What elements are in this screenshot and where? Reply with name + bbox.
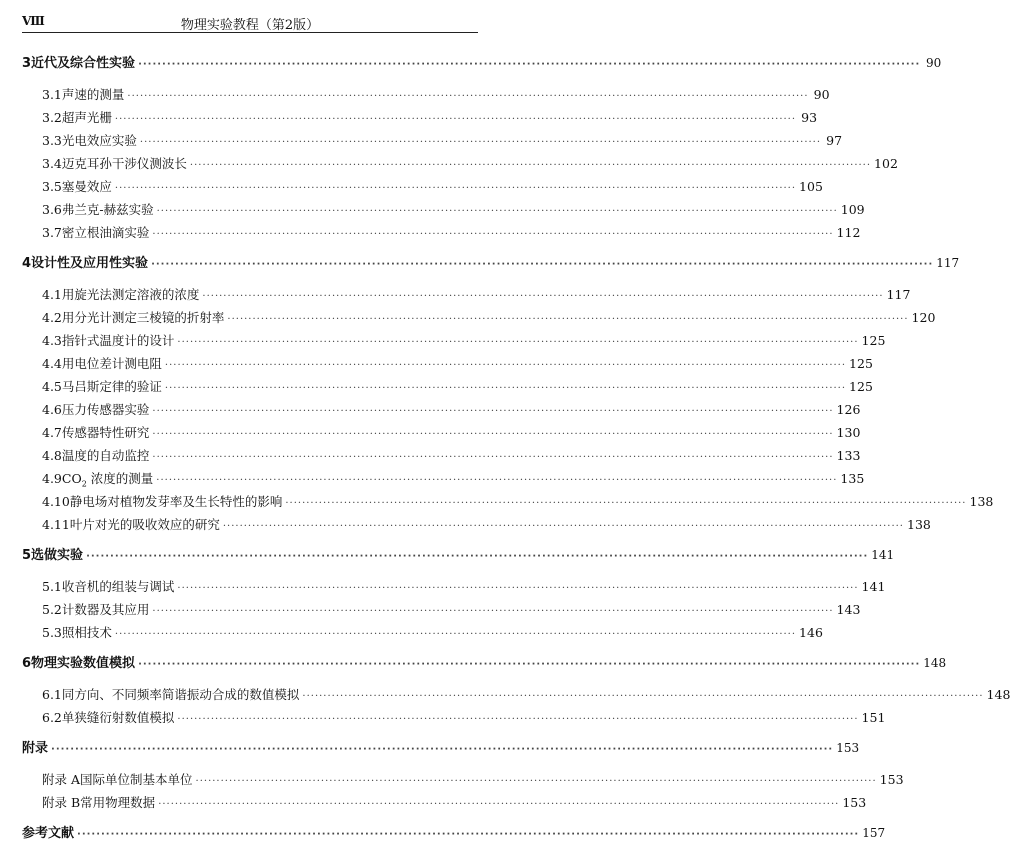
book-title: 物理实验教程（第2版） bbox=[180, 18, 320, 33]
toc-section-4-1[interactable] bbox=[22, 283, 911, 306]
page-ref: 135 bbox=[840, 471, 865, 486]
toc-section-4-6[interactable] bbox=[22, 398, 861, 421]
section-number: 6.1 bbox=[42, 687, 62, 702]
section-number: 4.10 bbox=[42, 494, 70, 509]
section-number: 5.2 bbox=[42, 602, 62, 617]
toc-section-4-2[interactable] bbox=[22, 306, 936, 329]
section-title: 弗兰克-赫兹实验 bbox=[61, 202, 154, 217]
page-ref: 151 bbox=[861, 710, 886, 725]
section-number: 3.3 bbox=[42, 133, 62, 148]
section-number: 3.6 bbox=[42, 202, 62, 217]
section-title: 单狭缝衍射数值模拟 bbox=[61, 710, 175, 725]
page-ref: 141 bbox=[861, 579, 886, 594]
toc-section-5-3[interactable] bbox=[22, 621, 823, 644]
dot-leader bbox=[115, 623, 796, 646]
dot-leader bbox=[127, 85, 808, 108]
toc-appendix[interactable] bbox=[22, 737, 860, 760]
toc-section-3-1[interactable] bbox=[22, 83, 830, 106]
page-ref: 153 bbox=[842, 795, 867, 810]
section-number: 4.4 bbox=[42, 356, 62, 371]
section-title: 温度的自动监控 bbox=[61, 448, 150, 463]
section-number: 3.1 bbox=[42, 87, 62, 102]
page-ref: 141 bbox=[871, 548, 895, 562]
toc-section-4-9[interactable] bbox=[22, 467, 865, 490]
dot-leader bbox=[152, 446, 833, 469]
section-number: 4.6 bbox=[42, 402, 62, 417]
section-title: 马吕斯定律的验证 bbox=[61, 379, 162, 394]
toc-chapter-4[interactable] bbox=[22, 252, 960, 275]
page-ref: 148 bbox=[923, 656, 947, 670]
section-number: 3.2 bbox=[42, 110, 62, 125]
dot-leader bbox=[156, 469, 837, 492]
dot-leader bbox=[115, 177, 796, 200]
section-title: 用电位差计测电阻 bbox=[61, 356, 162, 371]
toc-chapter-6[interactable] bbox=[22, 652, 947, 675]
toc-section-4-10[interactable] bbox=[22, 490, 994, 513]
page-ref: 109 bbox=[840, 202, 865, 217]
toc-section-6-2[interactable] bbox=[22, 706, 886, 729]
dot-leader bbox=[177, 708, 858, 731]
toc-section-3-4[interactable] bbox=[22, 152, 898, 175]
co2-subscript: 2 bbox=[81, 479, 87, 489]
dot-leader bbox=[140, 131, 821, 154]
page-ref: 112 bbox=[836, 225, 861, 240]
section-title: 塞曼效应 bbox=[61, 179, 112, 194]
section-title: 传感器特性研究 bbox=[61, 425, 150, 440]
toc-section-4-7[interactable] bbox=[22, 421, 861, 444]
toc-section-3-7[interactable] bbox=[22, 221, 861, 244]
section-number: 3.5 bbox=[42, 179, 62, 194]
toc-section-4-8[interactable] bbox=[22, 444, 861, 467]
appendix-number: 附录 A bbox=[42, 772, 81, 787]
section-title: 同方向、不同频率简谐振动合成的数值模拟 bbox=[61, 687, 300, 702]
section-number: 5.3 bbox=[42, 625, 62, 640]
toc-chapter-3[interactable] bbox=[22, 52, 942, 75]
dot-leader bbox=[152, 400, 833, 423]
dot-leader bbox=[177, 577, 858, 600]
dot-leader bbox=[152, 223, 833, 246]
section-number: 4.3 bbox=[42, 333, 62, 348]
section-title: 静电场对植物发芽率及生长特性的影响 bbox=[69, 494, 283, 509]
section-number: 4.8 bbox=[42, 448, 62, 463]
section-title: 用分光计测定三棱镜的折射率 bbox=[61, 310, 225, 325]
page-number: Ⅷ bbox=[22, 14, 45, 28]
section-number: 3.4 bbox=[42, 156, 62, 171]
dot-leader bbox=[158, 793, 839, 816]
appendix-title: 附录 bbox=[22, 741, 49, 756]
dot-leader bbox=[152, 600, 833, 623]
chapter-number: 5 bbox=[22, 548, 32, 563]
page-ref: 143 bbox=[836, 602, 861, 617]
section-number: 4.2 bbox=[42, 310, 62, 325]
dot-leader bbox=[77, 823, 859, 846]
page-header bbox=[22, 12, 478, 34]
toc-section-5-2[interactable] bbox=[22, 598, 861, 621]
page-ref: 105 bbox=[799, 179, 823, 194]
toc-section-3-6[interactable] bbox=[22, 198, 865, 221]
chapter-number: 6 bbox=[22, 656, 32, 671]
toc-appendix-a[interactable] bbox=[22, 768, 904, 791]
section-title: 光电效应实验 bbox=[61, 133, 137, 148]
header-rule bbox=[22, 32, 478, 33]
page-ref: 138 bbox=[907, 517, 931, 532]
page-ref: 148 bbox=[986, 687, 1010, 702]
page-ref: 117 bbox=[886, 287, 911, 302]
toc-section-3-5[interactable] bbox=[22, 175, 823, 198]
dot-leader bbox=[86, 545, 868, 568]
section-title: 密立根油滴实验 bbox=[61, 225, 150, 240]
dot-leader bbox=[285, 492, 966, 515]
section-title: 超声光栅 bbox=[61, 110, 112, 125]
page-ref: 90 bbox=[926, 56, 942, 70]
page-ref: 153 bbox=[879, 772, 904, 787]
section-number: 4.11 bbox=[42, 517, 70, 532]
page-ref: 120 bbox=[911, 310, 936, 325]
page-ref: 146 bbox=[799, 625, 823, 640]
toc-appendix-b[interactable] bbox=[22, 791, 867, 814]
section-title: 声速的测量 bbox=[61, 87, 125, 102]
page-ref: 133 bbox=[836, 448, 861, 463]
chapter-number: 3 bbox=[22, 56, 32, 71]
section-title: 迈克耳孙干涉仪测波长 bbox=[61, 156, 187, 171]
section-number: 4.7 bbox=[42, 425, 62, 440]
toc-section-3-3[interactable] bbox=[22, 129, 843, 152]
section-title: 压力传感器实验 bbox=[61, 402, 150, 417]
dot-leader bbox=[202, 285, 883, 308]
section-number: 4.9 bbox=[42, 471, 62, 486]
section-number: 5.1 bbox=[42, 579, 62, 594]
dot-leader bbox=[223, 515, 904, 538]
dot-leader bbox=[151, 253, 933, 276]
page-ref: 125 bbox=[849, 379, 873, 394]
toc-section-6-1[interactable] bbox=[22, 683, 1010, 706]
appendix-item-title: 常用物理数据 bbox=[80, 795, 156, 810]
section-number: 3.7 bbox=[42, 225, 62, 240]
page-ref: 126 bbox=[836, 402, 861, 417]
section-number: 4.5 bbox=[42, 379, 62, 394]
dot-leader bbox=[177, 331, 858, 354]
section-title: 指针式温度计的设计 bbox=[61, 333, 175, 348]
dot-leader bbox=[51, 738, 833, 761]
dot-leader bbox=[227, 308, 908, 331]
dot-leader bbox=[302, 685, 983, 708]
dot-leader bbox=[165, 354, 846, 377]
section-title: 照相技术 bbox=[61, 625, 112, 640]
page-ref: 102 bbox=[874, 156, 898, 171]
page-ref: 157 bbox=[862, 826, 886, 840]
table-of-contents bbox=[22, 52, 1010, 845]
toc-section-5-1[interactable] bbox=[22, 575, 886, 598]
toc-references[interactable] bbox=[22, 822, 886, 845]
chapter-title: 设计性及应用性实验 bbox=[31, 256, 149, 271]
toc-section-4-4[interactable] bbox=[22, 352, 873, 375]
co2-formula: CO bbox=[61, 471, 82, 486]
dot-leader bbox=[190, 154, 871, 177]
dot-leader bbox=[152, 423, 833, 446]
page-ref: 153 bbox=[836, 741, 860, 755]
toc-section-3-2[interactable] bbox=[22, 106, 818, 129]
appendix-number: 附录 B bbox=[42, 795, 81, 810]
appendix-item-title: 国际单位制基本单位 bbox=[80, 772, 193, 787]
chapter-title: 近代及综合性实验 bbox=[31, 56, 136, 71]
section-title: 叶片对光的吸收效应的研究 bbox=[69, 517, 220, 532]
section-title-rest: 浓度的测量 bbox=[86, 471, 154, 486]
page-ref: 130 bbox=[836, 425, 861, 440]
page-ref: 90 bbox=[813, 87, 830, 102]
page-ref: 97 bbox=[826, 133, 843, 148]
toc-section-4-11[interactable] bbox=[22, 513, 931, 536]
toc-section-4-5[interactable] bbox=[22, 375, 873, 398]
page-ref: 125 bbox=[861, 333, 886, 348]
section-number: 4.1 bbox=[42, 287, 62, 302]
chapter-number: 4 bbox=[22, 256, 32, 271]
page-ref: 93 bbox=[801, 110, 818, 125]
dot-leader bbox=[138, 653, 920, 676]
toc-section-4-3[interactable] bbox=[22, 329, 886, 352]
section-title: 收音机的组装与调试 bbox=[61, 579, 175, 594]
dot-leader bbox=[165, 377, 846, 400]
page-ref: 117 bbox=[936, 256, 960, 270]
chapter-title: 选做实验 bbox=[31, 548, 84, 563]
page-ref: 125 bbox=[849, 356, 873, 371]
chapter-title: 物理实验数值模拟 bbox=[31, 656, 136, 671]
section-title: 计数器及其应用 bbox=[61, 602, 150, 617]
references-title: 参考文献 bbox=[22, 826, 75, 841]
dot-leader bbox=[138, 53, 920, 76]
section-number: 6.2 bbox=[42, 710, 62, 725]
toc-chapter-5[interactable] bbox=[22, 544, 895, 567]
dot-leader bbox=[196, 770, 877, 793]
dot-leader bbox=[157, 200, 838, 223]
dot-leader bbox=[115, 108, 796, 131]
page-ref: 138 bbox=[969, 494, 994, 509]
section-title: 用旋光法测定溶液的浓度 bbox=[61, 287, 200, 302]
